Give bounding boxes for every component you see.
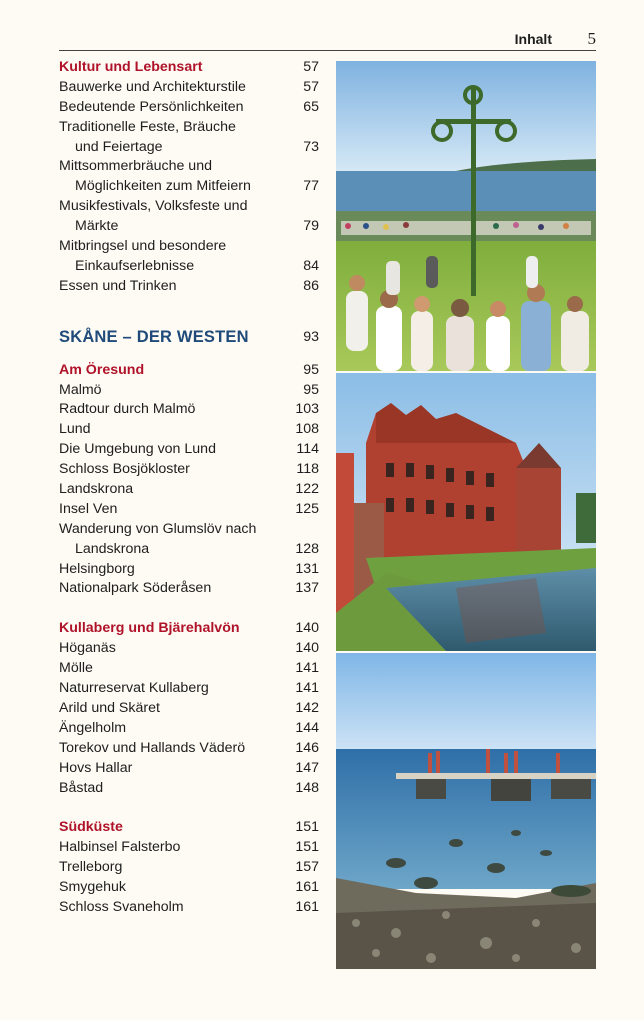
toc-subheading	[59, 818, 321, 838]
toc-title: Am Öresund	[59, 361, 145, 378]
toc-title: Trelleborg	[59, 859, 123, 876]
toc-title: Südküste	[59, 819, 123, 836]
toc-title: Hovs Hallar	[59, 759, 133, 776]
toc-entry	[59, 699, 321, 719]
toc-title: Mitbringsel und besondere	[59, 238, 227, 255]
toc-entry	[59, 177, 321, 197]
toc-entry	[59, 639, 321, 659]
toc-page-number: 142	[295, 699, 319, 716]
toc-title: Höganäs	[59, 640, 116, 657]
toc-page-number: 161	[295, 879, 319, 896]
toc-page-number: 122	[295, 481, 319, 498]
toc-page-number: 148	[295, 779, 319, 796]
toc-title: Naturreservat Kullaberg	[59, 680, 209, 697]
toc-entry	[59, 381, 321, 401]
table-of-contents	[59, 58, 321, 918]
toc-title: Båstad	[59, 779, 104, 796]
photo-column	[336, 61, 596, 969]
toc-entry	[59, 739, 321, 759]
toc-entry	[59, 579, 321, 599]
toc-page-number: 128	[295, 540, 319, 557]
toc-page-number: 137	[295, 580, 319, 597]
toc-page-number: 151	[295, 819, 319, 836]
toc-page-number: 65	[303, 98, 319, 115]
toc-title: Wanderung von Glumslöv nach	[59, 520, 257, 537]
toc-page-number: 93	[303, 328, 319, 345]
toc-entry	[59, 237, 321, 257]
toc-entry	[59, 719, 321, 739]
toc-spacer	[59, 350, 321, 361]
toc-title: Landskrona	[59, 481, 134, 498]
toc-entry	[59, 118, 321, 138]
toc-title: Essen und Trinken	[59, 277, 177, 294]
toc-entry	[59, 540, 321, 560]
toc-page-number: 146	[295, 739, 319, 756]
toc-page-number: 114	[296, 441, 319, 458]
toc-title: Bedeutende Persönlichkeiten	[59, 98, 244, 115]
toc-entry	[59, 197, 321, 217]
toc-page-number: 140	[295, 620, 319, 637]
toc-spacer	[59, 798, 321, 818]
toc-page-number: 103	[295, 401, 319, 418]
toc-page-number: 77	[303, 178, 319, 195]
running-header	[59, 28, 596, 51]
toc-entry	[59, 138, 321, 158]
toc-entry	[59, 779, 321, 799]
toc-page-number: 131	[295, 560, 319, 577]
toc-title: Mölle	[59, 660, 93, 677]
toc-page-number: 161	[295, 898, 319, 915]
toc-entry	[59, 157, 321, 177]
toc-entry	[59, 759, 321, 779]
toc-title: Radtour durch Malmö	[59, 401, 196, 418]
toc-entry	[59, 420, 321, 440]
toc-title: Halbinsel Falsterbo	[59, 839, 181, 856]
toc-entry	[59, 460, 321, 480]
toc-page-number: 95	[303, 381, 319, 398]
toc-page-number: 108	[295, 421, 319, 438]
castle-photo	[336, 373, 596, 651]
toc-entry	[59, 500, 321, 520]
toc-entry	[59, 858, 321, 878]
toc-title: Kullaberg und Bjärehalvön	[59, 620, 240, 637]
toc-title: Kultur und Lebensart	[59, 59, 203, 75]
section-title: Inhalt	[514, 31, 552, 47]
toc-title: Nationalpark Söderåsen	[59, 580, 212, 597]
toc-entry	[59, 560, 321, 580]
toc-title: Märkte	[75, 218, 119, 235]
toc-title: Torekov und Hallands Väderö	[59, 739, 246, 756]
toc-page-number: 141	[295, 680, 319, 697]
toc-title: und Feiertage	[75, 138, 163, 155]
toc-subheading	[59, 361, 321, 381]
toc-entry	[59, 520, 321, 540]
toc-entry	[59, 838, 321, 858]
toc-page-number: 125	[295, 500, 319, 517]
toc-entry	[59, 659, 321, 679]
toc-entry	[59, 400, 321, 420]
toc-title: Landskrona	[75, 540, 150, 557]
toc-subheading	[59, 619, 321, 639]
toc-title: Smygehuk	[59, 879, 127, 896]
toc-entry	[59, 898, 321, 918]
toc-subheading	[59, 58, 321, 78]
toc-page-number: 118	[296, 461, 319, 478]
toc-entry	[59, 480, 321, 500]
toc-page-number: 151	[295, 839, 319, 856]
toc-entry	[59, 277, 321, 297]
toc-spacer	[59, 297, 321, 324]
toc-entry	[59, 679, 321, 699]
toc-spacer	[59, 599, 321, 619]
toc-title: Insel Ven	[59, 500, 118, 517]
toc-page-number: 79	[303, 218, 319, 235]
toc-page-number: 84	[303, 257, 319, 274]
toc-title: Traditionelle Feste, Bräuche	[59, 118, 236, 135]
toc-entry	[59, 257, 321, 277]
toc-title: SKÅNE – DER WESTEN	[59, 327, 249, 346]
toc-page-number: 157	[295, 859, 319, 876]
toc-title: Einkaufserlebnisse	[75, 257, 195, 274]
toc-page-number: 144	[295, 719, 319, 736]
toc-title: Arild und Skäret	[59, 699, 160, 716]
toc-title: Malmö	[59, 381, 102, 398]
toc-entry	[59, 878, 321, 898]
toc-page-number: 95	[303, 361, 319, 378]
seaside-photo	[336, 653, 596, 969]
toc-page-number: 57	[303, 78, 319, 95]
toc-page-number: 57	[303, 59, 319, 75]
toc-chapter-heading	[59, 324, 321, 350]
toc-title: Mittsommerbräuche und	[59, 158, 212, 175]
toc-title: Schloss Svaneholm	[59, 898, 184, 915]
toc-page-number: 141	[295, 660, 319, 677]
toc-page-number: 86	[303, 277, 319, 294]
toc-page-number: 73	[303, 138, 319, 155]
toc-title: Lund	[59, 421, 91, 438]
toc-title: Möglichkeiten zum Mitfeiern	[75, 178, 251, 195]
toc-entry	[59, 78, 321, 98]
toc-entry	[59, 440, 321, 460]
toc-page-number: 140	[295, 640, 319, 657]
page-number: 5	[587, 29, 596, 48]
toc-title: Helsingborg	[59, 560, 135, 577]
toc-title: Schloss Bosjökloster	[59, 461, 190, 478]
toc-title: Ängelholm	[59, 719, 127, 736]
toc-title: Die Umgebung von Lund	[59, 441, 216, 458]
midsummer-photo	[336, 61, 596, 371]
toc-entry	[59, 217, 321, 237]
toc-title: Musikfestivals, Volksfeste und	[59, 198, 248, 215]
toc-page-number: 147	[295, 759, 319, 776]
toc-title: Bauwerke und Architekturstile	[59, 78, 246, 95]
toc-entry	[59, 98, 321, 118]
